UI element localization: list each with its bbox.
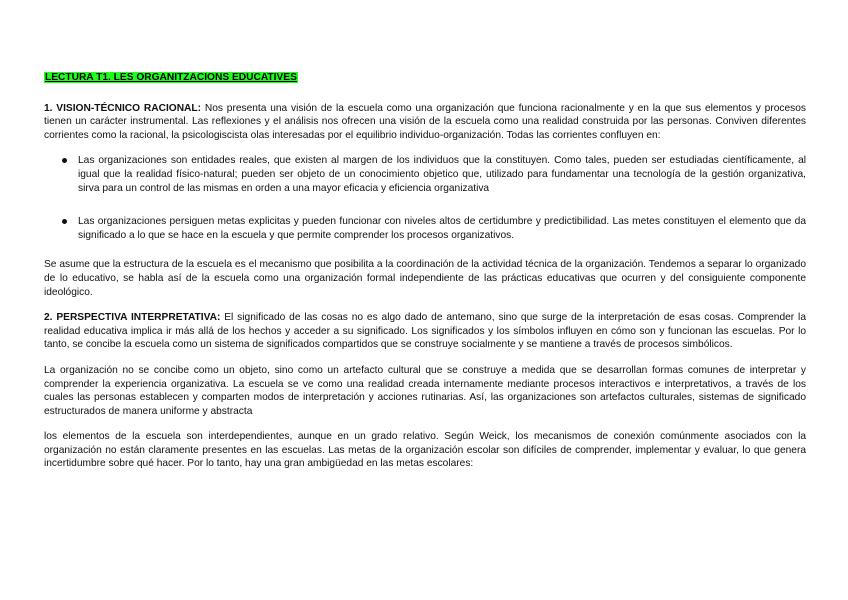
section1-bullet-list — [44, 154, 806, 242]
section2-intro-text: El significado de las cosas no es algo dado de antemano, sino que surge de la interpretación de esas cosas. Comprender la realidad educativa implica ir más allá de los hechos y acceder a su significado. Los significados y los símbolos influyen en cómo son y funcionan las escuelas. Por lo tanto, se concibe la escuela como un sistema de significados compartidos que se construye socialmente y se mantiene a través de procesos simbólicos. — [44, 312, 806, 351]
title-line — [44, 71, 806, 85]
bullet-icon — [62, 219, 67, 224]
list-item — [44, 154, 806, 195]
section1-intro-paragraph — [44, 102, 806, 143]
bullet-icon — [62, 158, 67, 163]
document-title: LECTURA T1. LES ORGANITZACIONS EDUCATIVES — [45, 72, 297, 83]
bullet-text: Las organizaciones persiguen metas explicitas y pueden funcionar con niveles altos de certidumbre y predictibilidad. Las metes constituyen el elemento que da significado a lo que se hace en la escuela y que permite comprender los procesos organizativos. — [78, 216, 806, 241]
section2-paragraph-2: La organización no se concibe como un objeto, sino como un artefacto cultural que se construye a medida que se desarrollan formas comunes de interpretar y comprender la experiencia organizativa. La escuela se ve como una realidad creada internamente mediante procesos interactivos e interpretativos, a través de los cuales las personas establecen y comparten modos de interpretación y acciones rutinarias. Así, las organizaciones son artefactos culturales, sistemas de significado estructurados de manera uniforme y abstracta — [44, 364, 806, 417]
section2-intro-paragraph — [44, 311, 806, 352]
section1-intro-text: Nos presenta una visión de la escuela como una organización que funciona racionalmente y en la que sus elementos y procesos tienen un carácter instrumental. Las reflexiones y el análisis nos ofrecen una visión de la escuela como una realidad construida por las personas. Conviven diferentes corrientes como la racional, la psicologiscista olas interesadas por el equilibrio individuo-organización. Todas las corrientes confluyen en: — [44, 102, 806, 141]
section1-heading: 1. VISION-TÉCNICO RACIONAL: — [44, 102, 202, 114]
list-item — [44, 215, 806, 242]
bullet-text: Las organizaciones son entidades reales, que existen al margen de los individuos que la constituyen. Como tales, pueden ser estudiadas científicamente, al igual que la realidad físico-natural; pueden ser objeto de un conocimiento objetico que, utilizado para fundamentar una tecnología de la gestión organizativa, sirva para un control de las mismas en orden a una mayor eficacia y eficiencia organizativa — [78, 155, 806, 194]
section1-closing-paragraph: Se asume que la estructura de la escuela es el mecanismo que posibilita a la coordinación de la actividad técnica de la organización. Tendemos a separar lo organizado de lo educativo, se habla así de la escuela como una organización formal independiente de las prácticas educativas que ocurren y del consiguiente componente ideológico. — [44, 259, 806, 298]
section2-paragraph-3: los elementos de la escuela son interdependientes, aunque en un grado relativo. Según Weick, los mecanismos de conexión comúnmente asociados con la organización no están claramente presentes en las escuelas. Las metas de la organización escolar son difíciles de comprender, implementar y evaluar, lo que genera incertidumbre sobre qué hacer. Por lo tanto, hay una gran ambigüedad en las metas escolares: — [44, 431, 806, 470]
section2-heading: 2. PERSPECTIVA INTERPRETATIVA: — [44, 312, 221, 324]
